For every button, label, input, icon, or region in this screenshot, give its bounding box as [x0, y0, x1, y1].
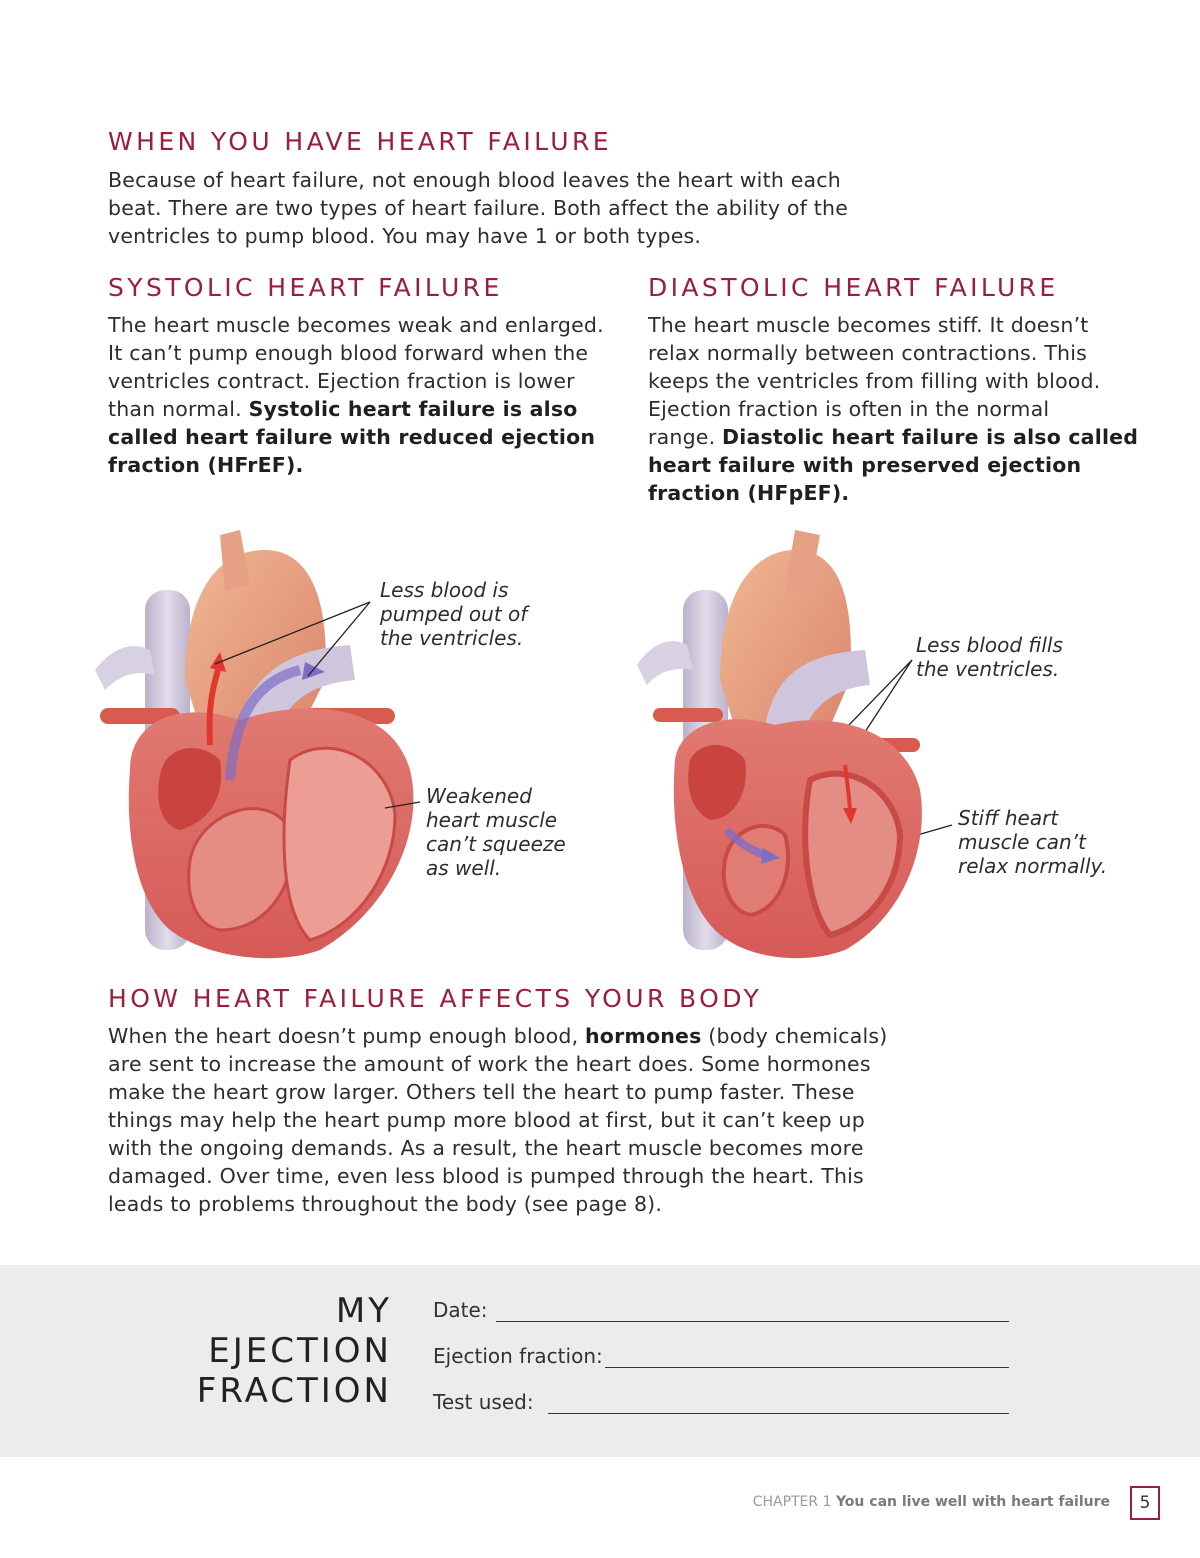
- systolic-line-bold: fraction (HFrEF).: [108, 453, 304, 477]
- test-used-label: Test used:: [433, 1390, 534, 1414]
- diastolic-line-bold: heart failure with preserved ejection: [648, 453, 1082, 477]
- ejection-fraction-field[interactable]: [605, 1347, 1009, 1368]
- section-body-paragraph: [108, 1022, 928, 1218]
- diastolic-line: The heart muscle becomes stiff. It doesn’t: [648, 313, 1089, 337]
- diastolic-callout-top: Less blood fills the ventricles.: [916, 633, 1063, 681]
- title-line: EJECTION: [208, 1331, 392, 1371]
- body-line: make the heart grow larger. Others tell the heart to pump faster. These: [108, 1080, 855, 1104]
- diastolic-line-bold: Diastolic heart failure is also called: [722, 425, 1139, 449]
- body-line-plain: When the heart doesn’t pump enough blood,: [108, 1024, 586, 1048]
- diastolic-line-plain: range.: [648, 425, 723, 449]
- my-ejection-fraction-title: [197, 1291, 392, 1411]
- title-line: FRACTION: [196, 1371, 392, 1411]
- systolic-heading: SYSTOLIC HEART FAILURE: [108, 273, 503, 302]
- diastolic-line: Ejection fraction is often in the normal: [648, 397, 1050, 421]
- body-line: leads to problems throughout the body (see page 8).: [108, 1192, 663, 1216]
- diastolic-callout-bottom: Stiff heart muscle can’t relax normally.: [958, 806, 1108, 878]
- date-field-row[interactable]: [433, 1292, 1009, 1322]
- body-line: damaged. Over time, even less blood is pumped through the heart. This: [108, 1164, 864, 1188]
- chapter-title: You can live well with heart failure: [835, 1494, 1110, 1510]
- intro-line: beat. There are two types of heart failure. Both affect the ability of the: [108, 196, 849, 220]
- body-line-bold: hormones: [585, 1024, 702, 1048]
- diastolic-heart-illustration: [635, 530, 935, 960]
- body-line: with the ongoing demands. As a result, the heart muscle becomes more: [108, 1136, 864, 1160]
- date-label: Date:: [433, 1298, 488, 1322]
- page-number: 5: [1130, 1486, 1160, 1520]
- intro-line: ventricles to pump blood. You may have 1 or both types.: [108, 224, 702, 248]
- systolic-line-bold: called heart failure with reduced ejection: [108, 425, 596, 449]
- chapter-footer: [753, 1494, 1110, 1510]
- ejection-fraction-label: Ejection fraction:: [433, 1344, 603, 1368]
- date-field[interactable]: [496, 1301, 1009, 1322]
- diastolic-line-bold: fraction (HFpEF).: [648, 481, 850, 505]
- section-heading-when-you-have: WHEN YOU HAVE HEART FAILURE: [108, 127, 612, 156]
- title-line: MY: [335, 1291, 392, 1331]
- systolic-line-plain: than normal.: [108, 397, 249, 421]
- systolic-line: The heart muscle becomes weak and enlarged.: [108, 313, 604, 337]
- systolic-callout-bottom: Weakened heart muscle can’t squeeze as well.: [426, 784, 566, 880]
- systolic-line: ventricles contract. Ejection fraction is lower: [108, 369, 575, 393]
- body-line: things may help the heart pump more blood at first, but it can’t keep up: [108, 1108, 865, 1132]
- section-heading-how-affects: HOW HEART FAILURE AFFECTS YOUR BODY: [108, 984, 763, 1013]
- ejection-fraction-field-row[interactable]: [433, 1338, 1009, 1368]
- systolic-callout-top: Less blood is pumped out of the ventricles.: [380, 578, 528, 650]
- body-line: [108, 1022, 928, 1050]
- test-used-field-row[interactable]: [433, 1384, 1009, 1414]
- intro-line: Because of heart failure, not enough blood leaves the heart with each: [108, 168, 841, 192]
- systolic-line-bold: Systolic heart failure is also: [248, 397, 578, 421]
- diastolic-line: relax normally between contractions. This: [648, 341, 1088, 365]
- systolic-line: It can’t pump enough blood forward when the: [108, 341, 589, 365]
- diastolic-line: keeps the ventricles from filling with blood.: [648, 369, 1101, 393]
- body-line: are sent to increase the amount of work the heart does. Some hormones: [108, 1052, 871, 1076]
- chapter-label: CHAPTER 1: [752, 1494, 832, 1510]
- diastolic-heading: DIASTOLIC HEART FAILURE: [648, 273, 1059, 302]
- test-used-field[interactable]: [548, 1393, 1009, 1414]
- body-line-plain: (body chemicals): [701, 1024, 888, 1048]
